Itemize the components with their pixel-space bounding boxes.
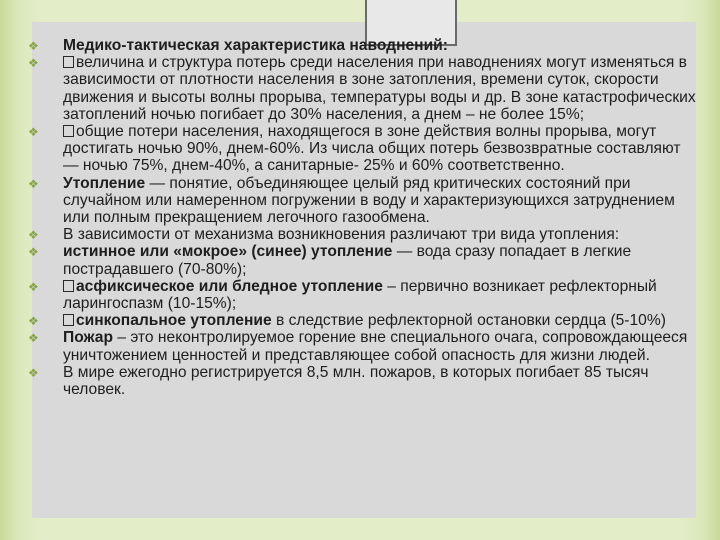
text: в следствие рефлекторной остановки сердца (5-10%)	[271, 312, 666, 330]
checkbox-glyph-icon	[63, 314, 74, 326]
checkbox-glyph-icon	[63, 125, 74, 137]
text: — понятие, объединяющее целый ряд критических состояний при случайном или намеренном погружении в воду и характеризующихся затруднением или полным прекращением легочного газообмена.	[63, 174, 675, 227]
bullet-list	[28, 37, 700, 398]
list-item	[28, 175, 700, 227]
list-item	[28, 278, 700, 312]
checkbox-glyph-icon	[63, 280, 74, 292]
bullet-icon	[28, 331, 39, 345]
text: В зависимости от механизма возникновения различают три вида утопления:	[63, 226, 620, 244]
bullet-icon	[28, 314, 39, 328]
text: – это неконтролируемое горение вне специального очага, сопровождающееся уничтожением ценностей и представляющее собой опасность для жизни людей.	[63, 329, 688, 364]
checkbox-glyph-icon	[63, 56, 74, 68]
list-item	[28, 243, 700, 277]
list-item	[28, 226, 700, 243]
list-item	[28, 364, 700, 398]
text: – первично возникает рефлекторный ларингоспазм (10-15%);	[63, 277, 657, 313]
text: величина и структура потерь среди населения при наводнениях могут изменяться в зависимости от плотности населения в зоне затопления, времени суток, скорости движения и высоты волны прорыва, температуры воды и др. В зоне катастрофических затоплений ночью погибает до 30% населения, а днем – не более 15%;	[63, 54, 696, 123]
bold-text: истинное или «мокрое» (синее) утопление	[63, 243, 393, 261]
bullet-icon	[28, 39, 39, 53]
bullet-icon	[28, 366, 39, 380]
bullet-icon	[28, 280, 39, 294]
bullet-icon	[28, 177, 39, 191]
bullet-icon	[28, 245, 39, 259]
list-item	[28, 312, 700, 329]
bullet-icon	[28, 228, 39, 242]
list-item	[28, 37, 700, 54]
bold-text: Пожар	[63, 329, 113, 347]
list-item	[28, 123, 700, 175]
bullet-icon	[28, 56, 39, 70]
bold-text: асфиксическое или бледное утопление	[76, 277, 383, 295]
list-item	[28, 54, 700, 123]
text: — вода сразу попадает в легкие пострадавшего (70-80%);	[63, 243, 632, 278]
bold-text: Утопление	[63, 174, 146, 192]
text: В мире ежегодно регистрируется 8,5 млн. пожаров, в которых погибает 85 тысяч человек.	[63, 363, 649, 399]
list-item	[28, 329, 700, 363]
text: общие потери населения, находящегося в зоне действия волны прорыва, могут достигать ночью 90%, днем-60%. Из числа общих потерь безвозвратные составляют — ночью 75%, днем-40%, а санитарные- 25% и 60% соответственно.	[63, 123, 681, 175]
bold-text: Медико-тактическая характеристика наводнений:	[63, 37, 448, 54]
bullet-icon	[28, 125, 39, 139]
bold-text: синкопальное утопление	[76, 312, 272, 330]
